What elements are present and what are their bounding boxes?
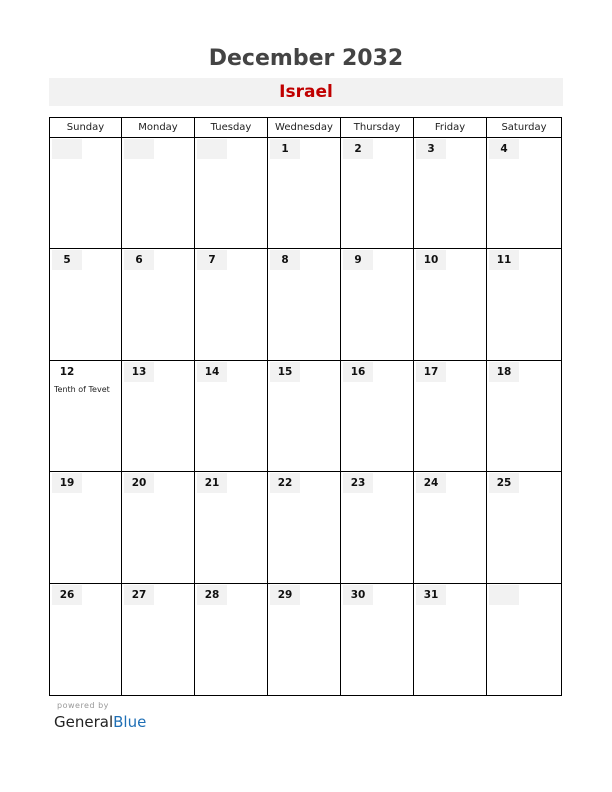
country-banner: Israel xyxy=(49,78,563,106)
powered-by-text: powered by xyxy=(57,701,109,710)
day-number: 5 xyxy=(52,250,82,270)
day-number: 22 xyxy=(270,473,300,493)
day-number xyxy=(52,139,82,159)
calendar-grid xyxy=(49,117,562,696)
weekday-header-tuesday: Tuesday xyxy=(195,118,268,138)
day-cell xyxy=(195,361,268,472)
day-cell xyxy=(487,138,561,249)
day-number xyxy=(197,139,227,159)
day-number: 1 xyxy=(270,139,300,159)
day-number: 8 xyxy=(270,250,300,270)
day-cell xyxy=(414,361,487,472)
day-cell xyxy=(414,584,487,695)
day-cell xyxy=(341,584,414,695)
day-cell xyxy=(487,361,561,472)
day-number: 29 xyxy=(270,585,300,605)
day-number: 14 xyxy=(197,362,227,382)
day-cell xyxy=(195,138,268,249)
day-cell xyxy=(268,249,341,360)
day-number: 31 xyxy=(416,585,446,605)
day-cell xyxy=(50,138,122,249)
day-number: 15 xyxy=(270,362,300,382)
brand-blue-text: Blue xyxy=(113,713,147,731)
day-cell xyxy=(341,472,414,583)
day-cell xyxy=(122,138,195,249)
day-number: 21 xyxy=(197,473,227,493)
day-number: 20 xyxy=(124,473,154,493)
weekday-header-wednesday: Wednesday xyxy=(268,118,341,138)
day-number: 7 xyxy=(197,250,227,270)
day-cell xyxy=(268,138,341,249)
day-cell xyxy=(414,138,487,249)
day-number xyxy=(124,139,154,159)
brand-general-text: General xyxy=(54,713,114,731)
day-cell xyxy=(195,584,268,695)
day-cell xyxy=(50,249,122,360)
day-cell xyxy=(122,361,195,472)
day-number: 11 xyxy=(489,250,519,270)
day-number: 4 xyxy=(489,139,519,159)
day-cell xyxy=(341,249,414,360)
day-cell xyxy=(487,472,561,583)
weekday-header-monday: Monday xyxy=(122,118,195,138)
day-cell xyxy=(487,249,561,360)
day-cell xyxy=(50,584,122,695)
day-number: 12 xyxy=(59,365,75,378)
day-cell xyxy=(122,249,195,360)
weekday-header-friday: Friday xyxy=(414,118,487,138)
weekday-header-thursday: Thursday xyxy=(341,118,414,138)
day-cell xyxy=(122,472,195,583)
day-number: 13 xyxy=(124,362,154,382)
day-number: 30 xyxy=(343,585,373,605)
day-cell xyxy=(268,361,341,472)
day-number: 24 xyxy=(416,473,446,493)
weekday-header-sunday: Sunday xyxy=(50,118,122,138)
day-number: 26 xyxy=(52,585,82,605)
day-cell xyxy=(414,472,487,583)
generalblue-logo xyxy=(54,713,146,731)
day-cell xyxy=(268,584,341,695)
day-number: 2 xyxy=(343,139,373,159)
day-cell xyxy=(50,361,122,472)
day-number: 27 xyxy=(124,585,154,605)
day-cell xyxy=(50,472,122,583)
day-cell xyxy=(268,472,341,583)
weekday-header-saturday: Saturday xyxy=(487,118,561,138)
day-cell xyxy=(341,361,414,472)
day-number: 16 xyxy=(343,362,373,382)
day-number: 10 xyxy=(416,250,446,270)
day-cell xyxy=(195,249,268,360)
day-number: 17 xyxy=(416,362,446,382)
day-cell xyxy=(487,584,561,695)
day-cell xyxy=(122,584,195,695)
day-number xyxy=(489,585,519,605)
day-cell xyxy=(414,249,487,360)
calendar-title: December 2032 xyxy=(208,46,404,71)
day-number: 25 xyxy=(489,473,519,493)
day-number: 3 xyxy=(416,139,446,159)
day-cell xyxy=(195,472,268,583)
day-number: 6 xyxy=(124,250,154,270)
day-cell xyxy=(341,138,414,249)
day-number: 19 xyxy=(52,473,82,493)
day-number: 23 xyxy=(343,473,373,493)
day-number: 28 xyxy=(197,585,227,605)
holiday-label: Tenth of Tevet xyxy=(54,384,110,394)
day-number: 9 xyxy=(343,250,373,270)
day-number: 18 xyxy=(489,362,519,382)
